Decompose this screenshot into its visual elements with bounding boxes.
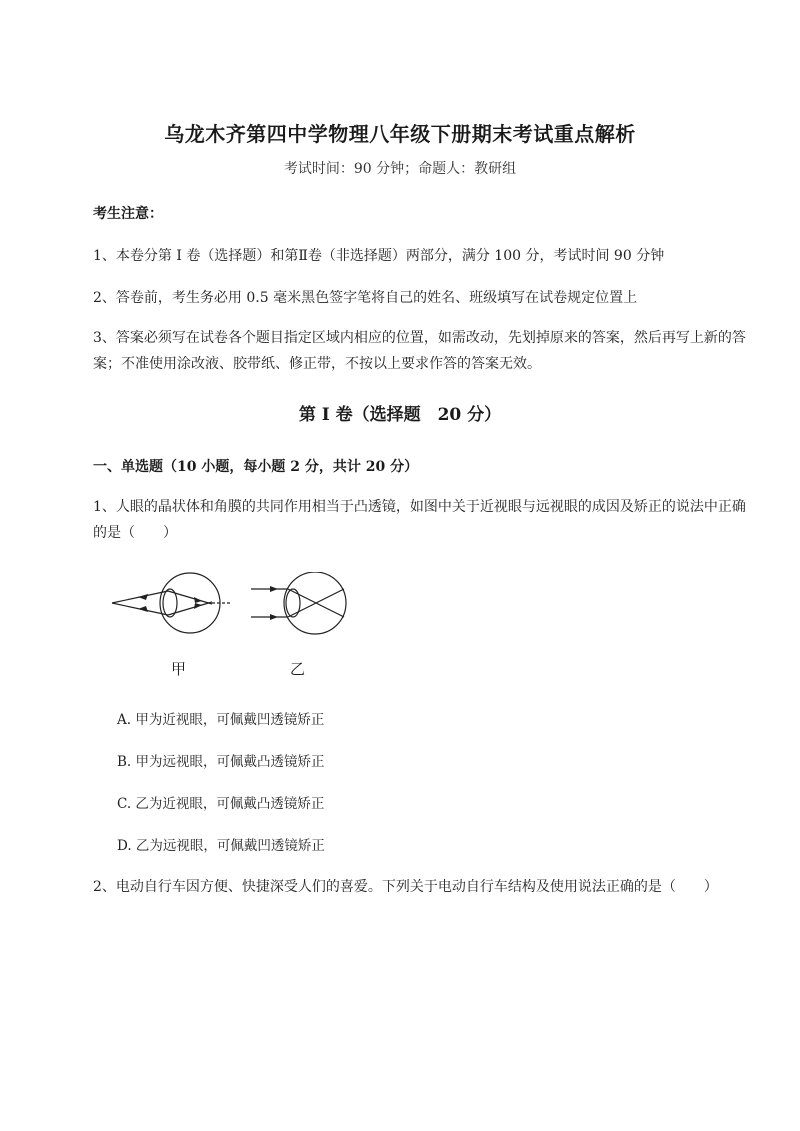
notice-item-3: 3、答案必须写在试卷各个题目指定区域内相应的位置，如需改动，先划掉原来的答案，然后再写上新的答案；不准使用涂改液、胶带纸、修正带，不按以上要求作答的答案无效。 [93, 330, 746, 372]
section-title: 第 I 卷（选择题 20 分） [298, 405, 502, 425]
option-a[interactable]: A. 甲为近视眼，可佩戴凹透镜矫正 [117, 712, 325, 728]
option-c[interactable]: C. 乙为近视眼，可佩戴凸透镜矫正 [117, 796, 325, 812]
notice-item-1: 1、本卷分第 I 卷（选择题）和第Ⅱ卷（非选择题）两部分，满分 100 分，考试时间 90 分钟 [93, 248, 665, 264]
eye-diagram-figure [108, 572, 368, 691]
part-heading: 一、单选题（10 小题，每小题 2 分，共计 20 分） [93, 459, 419, 475]
notice-item-2: 2、答卷前，考生务必用 0.5 毫米黑色签字笔将自己的姓名、班级填写在试卷规定位置上 [93, 290, 638, 306]
eye-diagram [108, 572, 368, 687]
option-d[interactable]: D. 乙为远视眼，可佩戴凹透镜矫正 [117, 838, 325, 854]
exam-info: 考试时间：90 分钟；命题人：教研组 [283, 161, 517, 177]
question-1-stem: 1、人眼的晶状体和角膜的共同作用相当于凸透镜，如图中关于近视眼与远视眼的成因及矫正的说法中正确的是（ ） [93, 499, 746, 541]
figure-label-yi: 乙 [290, 660, 306, 678]
eye-jia-eyeball [160, 573, 220, 633]
eye-yi-lens [286, 589, 300, 617]
option-b[interactable]: B. 甲为远视眼，可佩戴凸透镜矫正 [117, 754, 325, 770]
figure-label-jia: 甲 [171, 660, 187, 678]
question-2-stem: 2、电动自行车因方便、快捷深受人们的喜爱。下列关于电动自行车结构及使用说法正确的是（ ） [93, 879, 718, 895]
notice-heading: 考生注意： [93, 206, 163, 222]
page-title: 乌龙木齐第四中学物理八年级下册期末考试重点解析 [164, 122, 636, 146]
